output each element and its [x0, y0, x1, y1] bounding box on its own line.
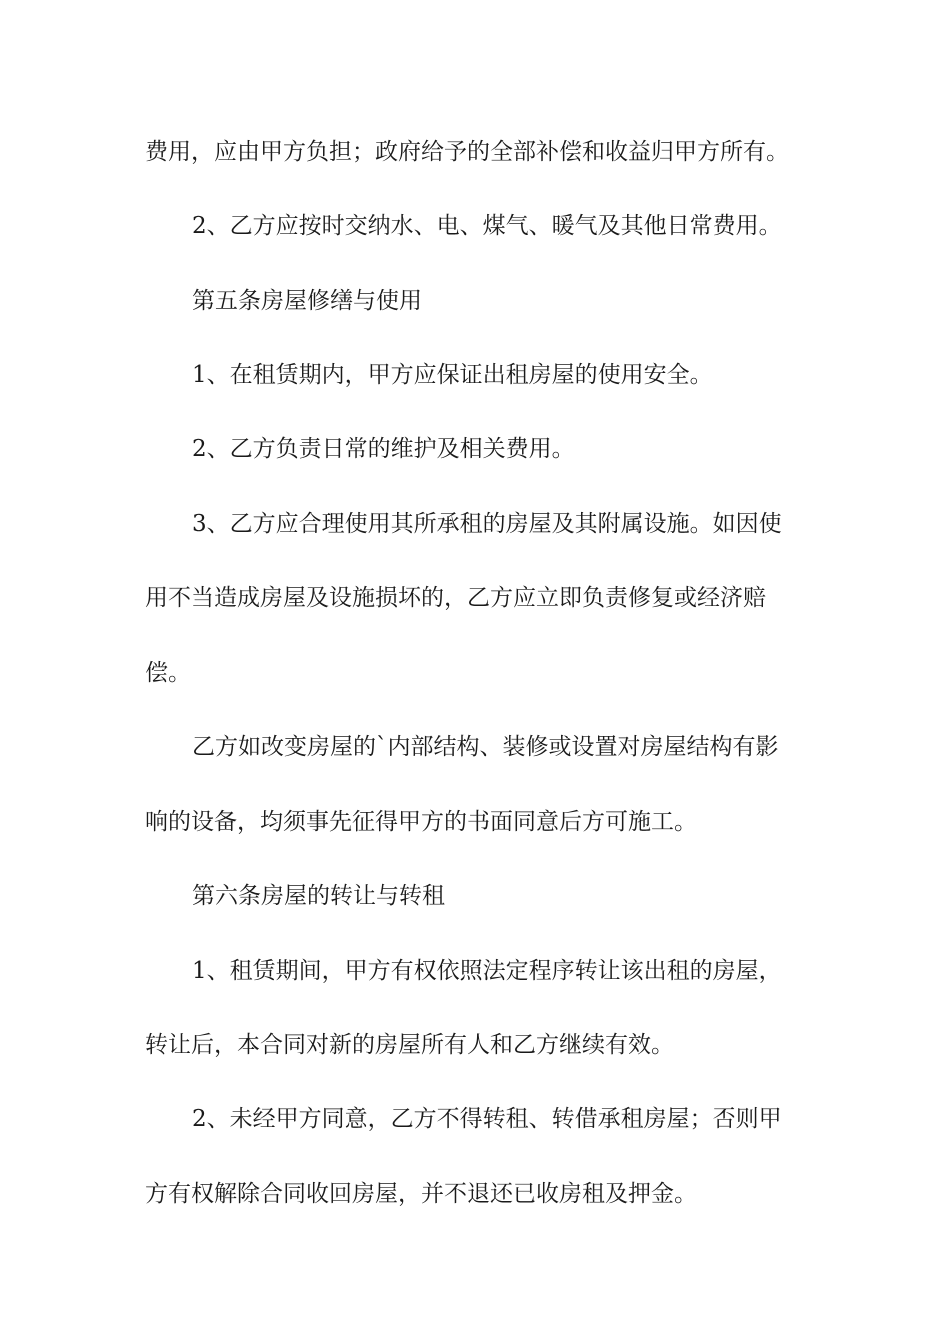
paragraph-line: 2、乙方应按时交纳水、电、煤气、暖气及其他日常费用。: [192, 213, 782, 239]
section-heading: 第六条房屋的转让与转租: [192, 883, 445, 909]
paragraph-line: 1、租赁期间，甲方有权依照法定程序转让该出租的房屋，: [192, 958, 782, 984]
paragraph-line: 3、乙方应合理使用其所承租的房屋及其附属设施。如因使: [192, 511, 782, 537]
paragraph-line: 1、在租赁期内，甲方应保证出租房屋的使用安全。: [192, 362, 713, 388]
paragraph-line: 2、未经甲方同意，乙方不得转租、转借承租房屋；否则甲: [192, 1106, 782, 1132]
paragraph-line: 转让后，本合同对新的房屋所有人和乙方继续有效。: [145, 1032, 674, 1058]
paragraph-line: 2、乙方负责日常的维护及相关费用。: [192, 436, 575, 462]
paragraph-line: 乙方如改变房屋的`内部结构、装修或设置对房屋结构有影: [192, 734, 779, 760]
paragraph-line: 响的设备，均须事先征得甲方的书面同意后方可施工。: [145, 809, 697, 835]
paragraph-line: 费用，应由甲方负担；政府给予的全部补偿和收益归甲方所有。: [145, 139, 789, 165]
paragraph-line: 方有权解除合同收回房屋，并不退还已收房租及押金。: [145, 1181, 697, 1207]
section-heading: 第五条房屋修缮与使用: [192, 288, 422, 314]
paragraph-line: 偿。: [145, 660, 191, 686]
paragraph-line: 用不当造成房屋及设施损坏的，乙方应立即负责修复或经济赔: [145, 585, 766, 611]
